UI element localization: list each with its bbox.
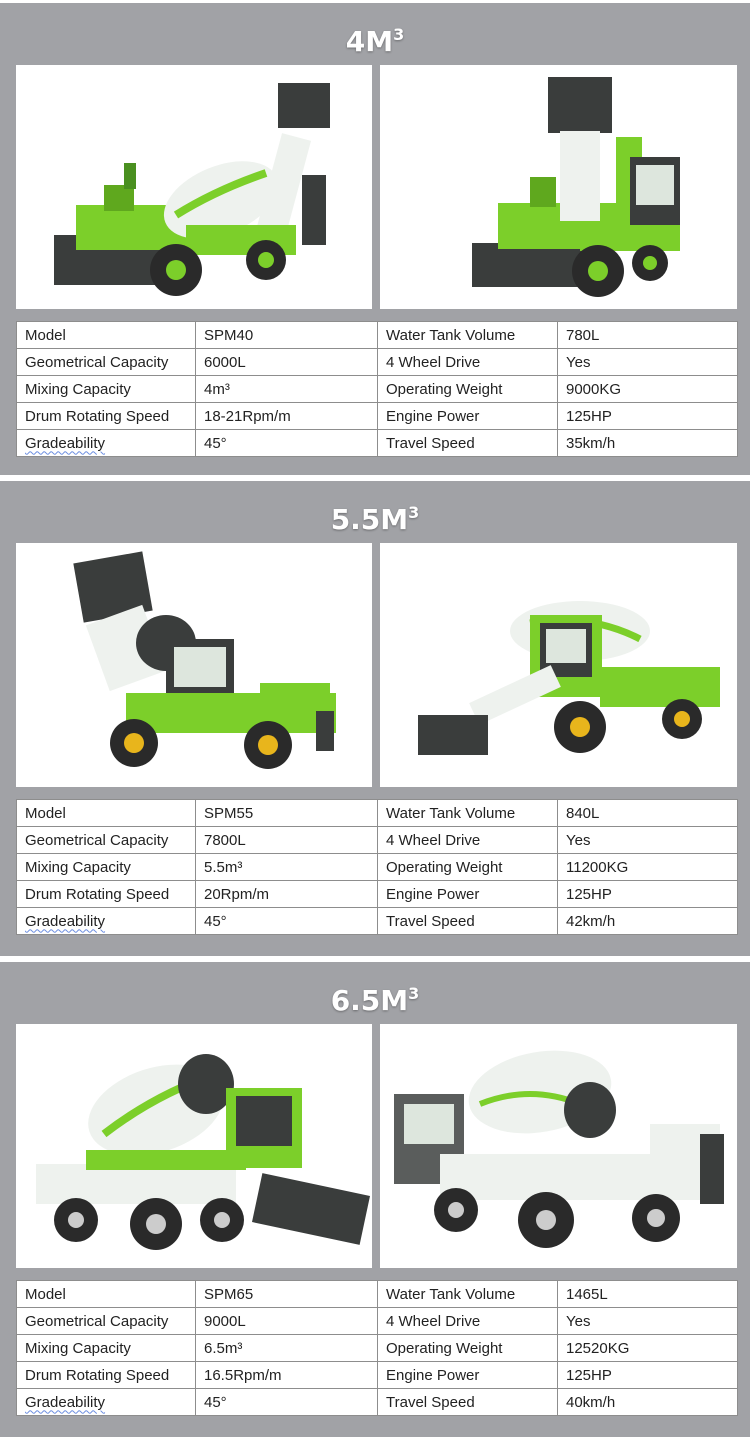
table-row	[17, 827, 738, 854]
spec-label: Model	[17, 800, 196, 827]
spec-label: Travel Speed	[378, 908, 558, 935]
spec-label: Operating Weight	[378, 1335, 558, 1362]
truck-photo-left	[16, 543, 372, 787]
spec-value: 16.5Rpm/m	[196, 1362, 378, 1389]
table-row	[17, 1308, 738, 1335]
spec-label: Gradeability	[25, 912, 106, 930]
mixer-truck-icon	[380, 543, 737, 787]
spec-value: 125HP	[558, 1362, 738, 1389]
spec-value: 840L	[558, 800, 738, 827]
spec-label: Geometrical Capacity	[17, 349, 196, 376]
mixer-truck-icon	[380, 1024, 737, 1268]
spec-label: Engine Power	[378, 881, 558, 908]
spec-value: 4m³	[196, 376, 378, 403]
spec-value: 1465L	[558, 1281, 738, 1308]
spec-label: Gradeability	[25, 1393, 106, 1411]
spec-label: Operating Weight	[378, 854, 558, 881]
spec-label: Operating Weight	[378, 376, 558, 403]
section-title-sup: 3	[408, 503, 420, 522]
spec-label: 4 Wheel Drive	[378, 349, 558, 376]
section-title-sup: 3	[393, 25, 405, 44]
spec-label: Mixing Capacity	[17, 1335, 196, 1362]
spec-value: Yes	[558, 349, 738, 376]
spec-label: Engine Power	[378, 1362, 558, 1389]
spec-label: Engine Power	[378, 403, 558, 430]
table-row	[17, 1335, 738, 1362]
section-title	[0, 962, 750, 1022]
truck-photo-left	[16, 65, 372, 309]
section-6-5m3	[0, 962, 750, 1437]
spec-value: 5.5m³	[196, 854, 378, 881]
section-title-sup: 3	[408, 984, 420, 1003]
spec-label: Mixing Capacity	[17, 376, 196, 403]
spec-value: 40km/h	[558, 1389, 738, 1416]
spec-value: 125HP	[558, 403, 738, 430]
spec-value: 35km/h	[558, 430, 738, 457]
spec-value: 45°	[196, 430, 378, 457]
table-row	[17, 430, 738, 457]
spec-value: 6.5m³	[196, 1335, 378, 1362]
spec-value: 9000L	[196, 1308, 378, 1335]
spec-label: 4 Wheel Drive	[378, 1308, 558, 1335]
table-row	[17, 376, 738, 403]
spec-label: Gradeability	[25, 434, 106, 452]
table-row	[17, 881, 738, 908]
spec-table	[16, 321, 738, 457]
truck-photo-right	[380, 543, 737, 787]
spec-value: 45°	[196, 908, 378, 935]
table-row	[17, 403, 738, 430]
table-row	[17, 349, 738, 376]
spec-label: Drum Rotating Speed	[17, 881, 196, 908]
spec-label: Model	[17, 1281, 196, 1308]
section-4m3	[0, 3, 750, 475]
spec-label: Water Tank Volume	[378, 800, 558, 827]
mixer-truck-icon	[16, 543, 372, 787]
spec-value: 18-21Rpm/m	[196, 403, 378, 430]
section-title-text: 6.5M	[330, 984, 409, 1017]
section-title	[0, 481, 750, 541]
spec-value: SPM65	[196, 1281, 378, 1308]
spec-value: 11200KG	[558, 854, 738, 881]
section-title-text: 5.5M	[330, 503, 409, 536]
mixer-truck-icon	[16, 65, 372, 309]
spec-label: Model	[17, 322, 196, 349]
truck-photo-right	[380, 1024, 737, 1268]
spec-value: SPM40	[196, 322, 378, 349]
spec-value: 7800L	[196, 827, 378, 854]
spec-value: 12520KG	[558, 1335, 738, 1362]
spec-label: 4 Wheel Drive	[378, 827, 558, 854]
spec-label: Mixing Capacity	[17, 854, 196, 881]
spec-label: Drum Rotating Speed	[17, 1362, 196, 1389]
spec-table	[16, 799, 738, 935]
table-row	[17, 854, 738, 881]
spec-label: Water Tank Volume	[378, 322, 558, 349]
table-row	[17, 1281, 738, 1308]
table-row	[17, 800, 738, 827]
spec-label: Drum Rotating Speed	[17, 403, 196, 430]
spec-value: 42km/h	[558, 908, 738, 935]
spec-label: Water Tank Volume	[378, 1281, 558, 1308]
truck-photo-right	[380, 65, 737, 309]
spec-value: 6000L	[196, 349, 378, 376]
spec-value: 780L	[558, 322, 738, 349]
truck-photo-left	[16, 1024, 372, 1268]
spec-value: 45°	[196, 1389, 378, 1416]
mixer-truck-icon	[16, 1024, 372, 1268]
mixer-truck-icon	[380, 65, 737, 309]
spec-value: Yes	[558, 1308, 738, 1335]
spec-table	[16, 1280, 738, 1416]
spec-value: 125HP	[558, 881, 738, 908]
spec-value: 20Rpm/m	[196, 881, 378, 908]
section-title	[0, 3, 750, 63]
table-row	[17, 322, 738, 349]
section-5-5m3	[0, 481, 750, 956]
spec-label: Travel Speed	[378, 430, 558, 457]
spec-label: Geometrical Capacity	[17, 827, 196, 854]
spec-value: 9000KG	[558, 376, 738, 403]
spec-label: Geometrical Capacity	[17, 1308, 196, 1335]
table-row	[17, 1389, 738, 1416]
spec-value: SPM55	[196, 800, 378, 827]
section-title-text: 4M	[345, 25, 394, 58]
spec-value: Yes	[558, 827, 738, 854]
table-row	[17, 1362, 738, 1389]
table-row	[17, 908, 738, 935]
spec-label: Travel Speed	[378, 1389, 558, 1416]
